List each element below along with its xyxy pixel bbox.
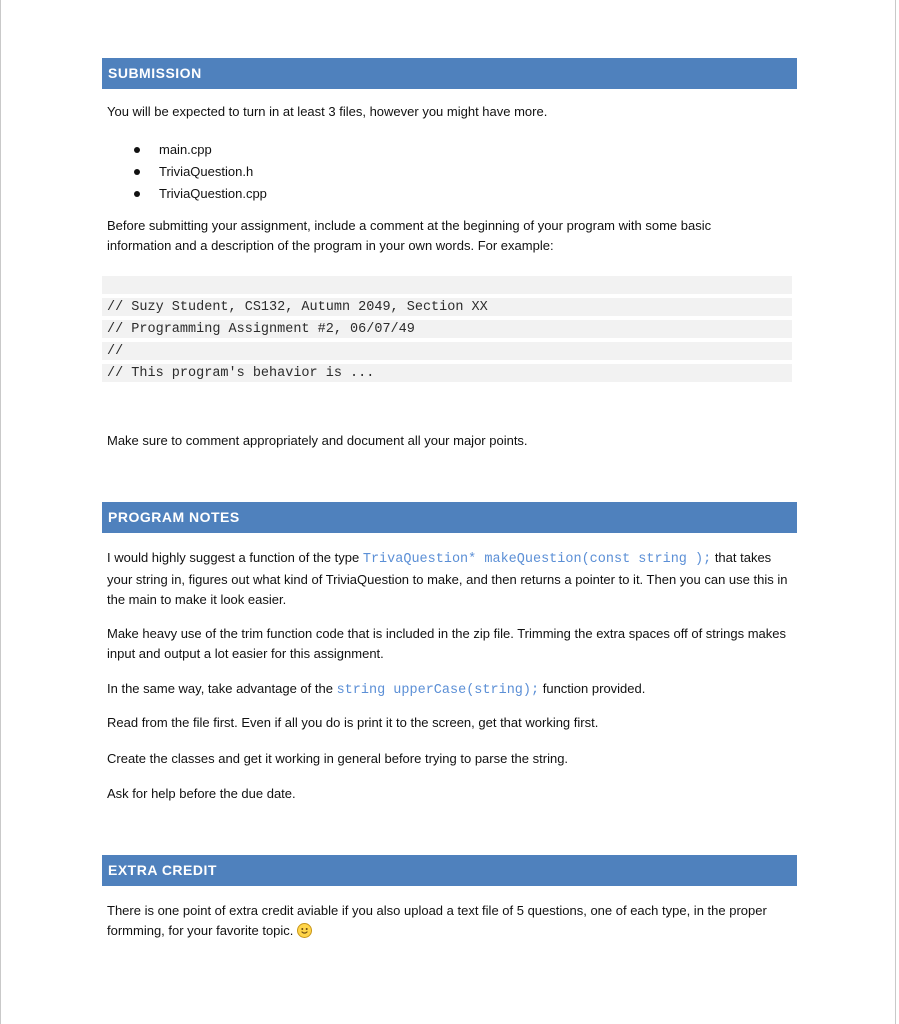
program-notes-paragraph-2: Make heavy use of the trim function code that is included in the zip file. Trimming the extra spaces off of strings makes input and output a lot easier for this assignment.	[107, 626, 786, 661]
program-notes-paragraph-4: Read from the file first. Even if all you do is print it to the screen, get that working first.	[107, 715, 599, 730]
program-notes-paragraph-3: In the same way, take advantage of the string upperCase(string); function provided.	[107, 681, 646, 698]
bullet-icon	[134, 191, 140, 197]
code-line: // Suzy Student, CS132, Autumn 2049, Section XX	[107, 300, 488, 315]
file-list	[107, 139, 267, 205]
bullet-icon	[134, 169, 140, 175]
code-line: // Programming Assignment #2, 06/07/49	[107, 322, 415, 337]
inline-code: string upperCase(string);	[336, 683, 540, 698]
code-block-spacer	[102, 276, 792, 294]
list-item: main.cpp	[107, 139, 267, 161]
code-line: // This program's behavior is ...	[107, 366, 375, 381]
inline-code: TrivaQuestion* makeQuestion(const string );	[362, 552, 712, 567]
submission-intro: You will be expected to turn in at least 3 files, however you might have more.	[107, 104, 548, 119]
submission-heading: SUBMISSION	[102, 58, 797, 89]
page-edge-left	[0, 0, 1, 1024]
program-notes-paragraph-5: Create the classes and get it working in general before trying to parse the string.	[107, 751, 569, 766]
bullet-icon	[134, 147, 140, 153]
extra-credit-heading: EXTRA CREDIT	[102, 855, 797, 886]
program-notes-heading: PROGRAM NOTES	[102, 502, 797, 533]
extra-credit-text: There is one point of extra credit aviable if you also upload a text file of 5 questions, one of each type, in the proper formming, for your favorite topic.	[107, 903, 767, 938]
program-notes-paragraph-6: Ask for help before the due date.	[107, 786, 296, 801]
program-notes-paragraph-1: I would highly suggest a function of the type TrivaQuestion* makeQuestion(const string ); that takes your string in, figures out what kind of TriviaQuestion to make, and then returns a pointer to it. Then you can use this in the main to make it look easier.	[107, 550, 788, 607]
code-line: //	[107, 344, 124, 359]
list-item: TriviaQuestion.h	[107, 161, 267, 183]
code-line-bg	[102, 342, 792, 360]
page-edge-right	[895, 0, 896, 1024]
submission-closing: Make sure to comment appropriately and document all your major points.	[107, 433, 528, 448]
smiley-icon	[297, 923, 312, 938]
list-item: TriviaQuestion.cpp	[107, 183, 267, 205]
submission-instructions: Before submitting your assignment, include a comment at the beginning of your program with some basic information and a description of the program in your own words. For example:	[107, 218, 712, 253]
